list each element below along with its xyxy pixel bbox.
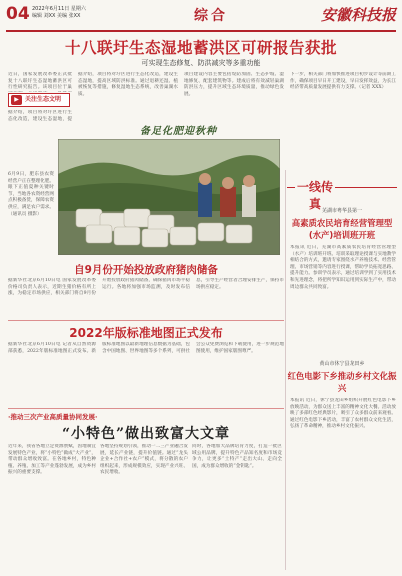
- photo-illustration: [58, 139, 280, 255]
- story2-body: 据新华社北京6月10日电 国家发展改革委价格司负责人表示，近期生猪价格有所上涨，为稳定市场供应，相关部门将自9月份开始投放政府猪肉储备，确保猪肉市场平稳运行。各地将加强市场监测，及时发布信息，引导生产经营者合理安排生产，保持市场供应稳定。: [8, 278, 284, 297]
- brief1-body: 本报讯 近日，芜湖市高素质农民培育经营管理型（水产）培训班开班。培训采取理论授课与实地教学相结合的方式，邀请专家围绕水产养殖技术、经营管理、市场营销等内容进行授课，帮助学员拓宽思路、提升能力。参训学员表示，通过培训学到了实用技术和先进理念，将把所学知识运用到实际生产中，带动周边群众共同致富。: [290, 245, 396, 290]
- masthead-divider: [6, 30, 396, 32]
- section-title: 综合: [194, 8, 228, 24]
- brief1-headline[interactable]: 高素质农民培育经营管理型(水产)培训班开班: [291, 218, 393, 240]
- column-divider: [285, 170, 286, 570]
- story-divider-2: [8, 408, 284, 409]
- story3-headline[interactable]: 2022年版标准地图正式发布: [69, 326, 223, 340]
- column-heading-label: 一线传真: [296, 180, 333, 211]
- feature-body-col2: 各地坚持规划引领，推动一二三产业融合发展，延长产业链，提升价值链。通过“龙头企业+合作社+农户”模式，将分散的农户组织起来，形成规模效应，实现产业兴旺、农民增收。: [100, 444, 188, 476]
- feature-headline[interactable]: “小特色”做出致富大文章: [61, 426, 231, 442]
- newspaper-logo: 安徽科技报: [320, 6, 396, 24]
- lead-body-col3: 项目建设内容主要包括堤防加固、生态护坡、湿地修复、配套建筑物等。建成后将有效减轻巢湖防洪压力，提升区域生态环境质量，推动绿色发展。: [184, 72, 284, 97]
- masthead: [6, 4, 396, 32]
- brief2-body: 本报讯 近日，休宁县龙田乡组织开展红色电影下乡放映活动，为群众送上丰富的精神文化大餐。活动放映了多部红色经典影片，吸引了众多群众前来观看。通过红色电影下乡活动，丰富了农村群众文化生活，弘扬了革命精神，推动乡村文化振兴。: [290, 398, 396, 430]
- photo-caption-title: 备足化肥迎秋种: [140, 126, 217, 137]
- lead-body-col4: 下一步，相关部门将加快推进项目初步设计等前期工作，确保项目早日开工建设，早日发挥效益，为长江经济带高质量发展提供有力支撑。（记者 XXX）: [290, 72, 396, 91]
- date-line: 2022年6月11日 星期六: [32, 6, 86, 12]
- lead-body-col1-bottom: 据介绍，项目将对圩区进行生态化改造，建设生态湿地，提: [8, 110, 72, 122]
- story3-body: 据新华社北京6月10日电 记者从自然资源部获悉，2022年版标准地图正式发布。新版标准地图以最新地理信息数据为基础，包含中国地图、世界地图等多个系列，可供社会公众免费浏览和下载使用，进一步规范地图使用，维护国家版图尊严。: [8, 342, 284, 354]
- story2-headline[interactable]: 自9月份开始投放政府猪肉储备: [74, 264, 218, 276]
- page-number: 04: [6, 4, 30, 24]
- masthead-meta: [32, 6, 86, 20]
- lead-body-col1-top: 近日，国家发展改革委正式批复十八联圩生态湿地蓄洪区可行性研究报告。该项目位于巢: [8, 72, 72, 91]
- story-divider: [8, 320, 284, 321]
- lead-subheadline: 可实现生态修复、防洪减灾等多重功能: [141, 59, 261, 67]
- news-photo[interactable]: [58, 139, 280, 255]
- feature-body-col3: 同时，各地加大品牌培育力度，打造一批区域公用品牌，提升特色产品知名度和市场竞争力，让更多“土特产”走出大山、走向全国，成为群众增收的“金钥匙”。: [192, 444, 282, 469]
- tag-marker-icon: ▶: [11, 95, 22, 105]
- editor-line: 编辑 刘XX 美编 张XX: [32, 13, 81, 19]
- lead-headline[interactable]: 十八联圩生态湿地蓄洪区可研报告获批: [64, 39, 337, 57]
- brief1-kicker: 芜湖市粤华县第一: [321, 208, 362, 214]
- feature-kicker: ·推动三次产业高质量协同发展·: [8, 413, 98, 421]
- brief2-headline[interactable]: 红色电影下乡推动乡村文化振兴: [287, 371, 397, 393]
- feature-body-col1: 近年来，我省各地立足资源禀赋，因地制宜发展特色产业，将“小特色”做成“大产业”，带动群众增收致富。在各地乡村，特色种植、养殖、加工等产业蓬勃发展，成为乡村振兴的重要支撑。: [8, 444, 96, 476]
- lead-body-col2: 据介绍，项目将对圩区进行生态化改造，建设生态湿地，提高区域防洪标准。通过退耕还湿、植被恢复等措施，修复湿地生态系统，改善巢湖水质。: [78, 72, 178, 97]
- topic-tag: [8, 93, 70, 107]
- topic-tag-label: 关注生态文明: [25, 96, 62, 103]
- photo-caption-text: 6月9日，肥东县农资经营户正在整理化肥。眼下正值夏种关键时节，当地各农资经营网点积极备货，保障农资供应，满足农户需求。（通讯员 摄影）: [8, 172, 54, 217]
- brief2-kicker: 黄山市休宁县龙田乡: [319, 361, 365, 367]
